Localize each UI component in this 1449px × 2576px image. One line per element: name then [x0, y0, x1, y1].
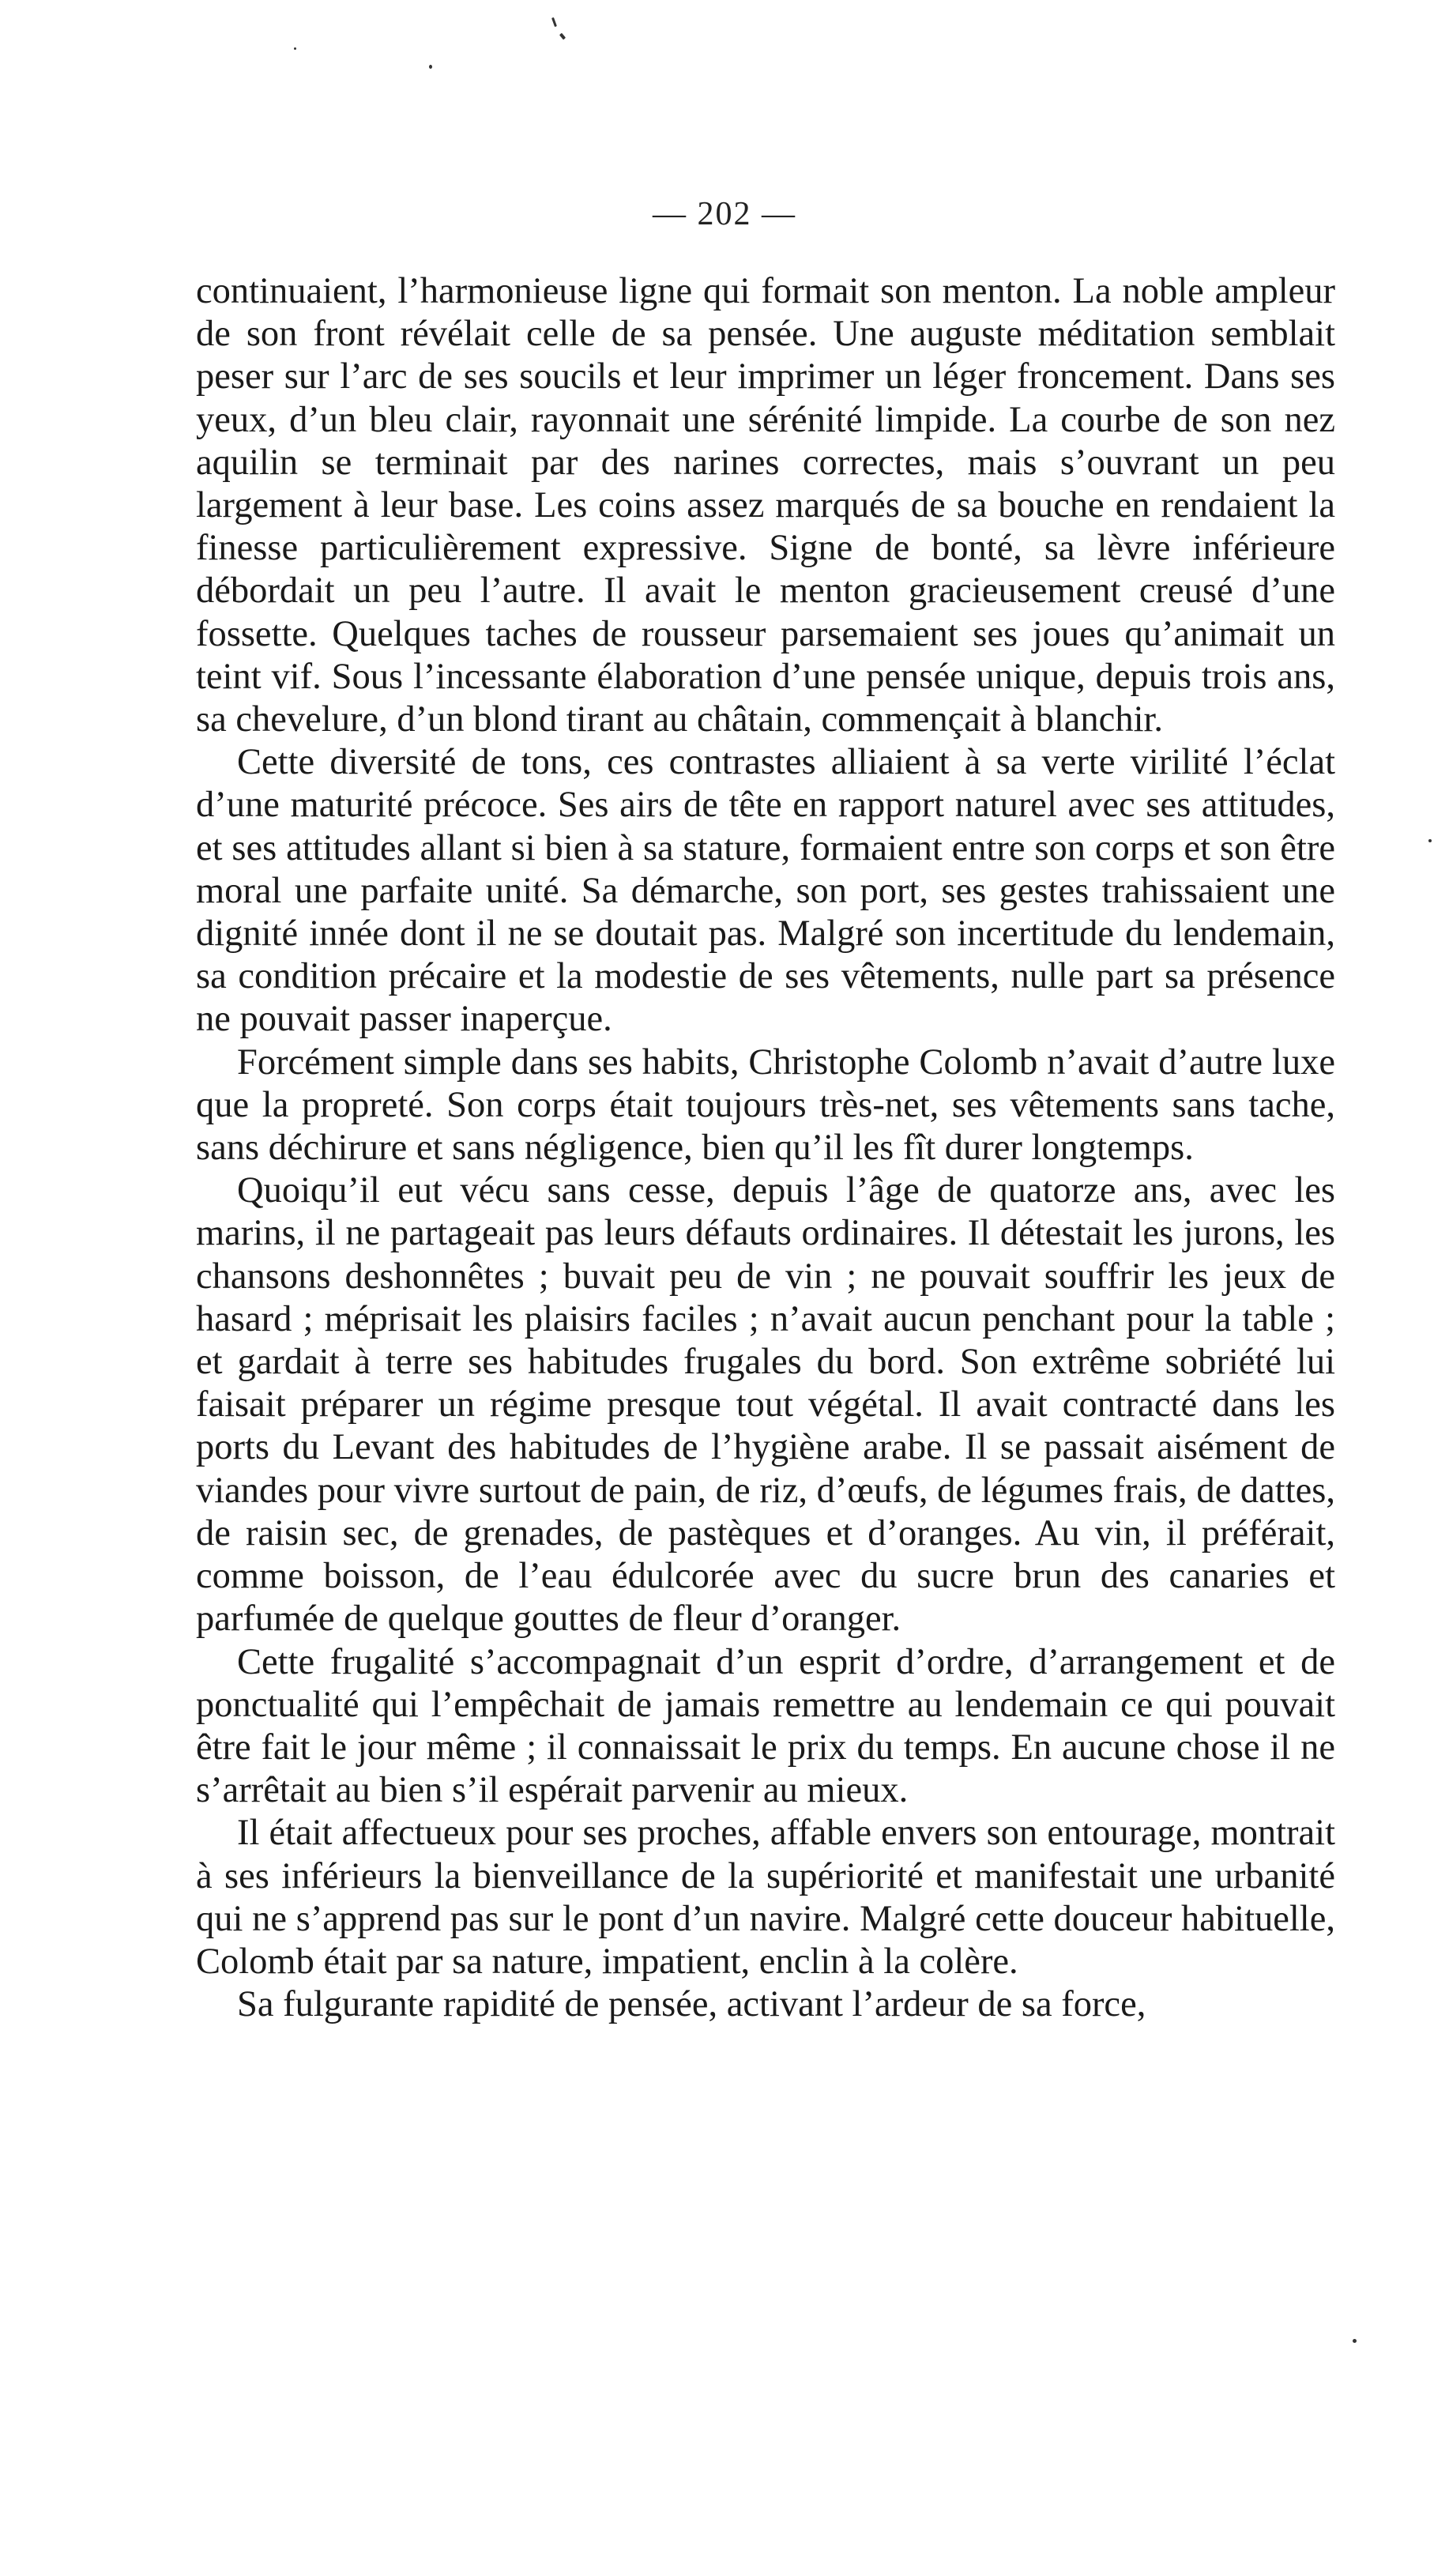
paragraph: Forcément simple dans ses habits, Christophe Colomb n’avait d’autre luxe que la propreté. Son corps était toujours très-net, ses vêtements sans tache, sans déchirure et sans négligence, bien qu’il les fît durer longtemps.	[196, 1041, 1335, 1169]
paragraph: Cette frugalité s’accompagnait d’un esprit d’ordre, d’arrangement et de ponctualité qui l’empêchait de jamais remettre au lendemain ce qui pouvait être fait le jour même ; il connaissait le prix du temps. En aucune chose il ne s’arrêtait au bien s’il espérait parvenir au mieux.	[196, 1641, 1335, 1811]
page-number: — 202 —	[653, 196, 796, 232]
body-text	[196, 270, 1335, 2026]
paragraph: continuaient, l’harmonieuse ligne qui formait son menton. La noble ampleur de son front révélait celle de sa pensée. Une auguste méditation semblait peser sur l’arc de ses soucils et leur imprimer un léger froncement. Dans ses yeux, d’un bleu clair, rayonnait une sérénité limpide. La courbe de son nez aquilin se terminait par des narines correctes, mais s’ouvrant un peu largement à leur base. Les coins assez marqués de sa bouche en rendaient la finesse particulièrement expressive. Signe de bonté, sa lèvre inférieure débordait un peu l’autre. Il avait le menton gracieusement creusé d’une fossette. Quelques taches de rousseur parsemaient ses joues qu’animait un teint vif. Sous l’incessante élaboration d’une pensée unique, depuis trois ans, sa chevelure, d’un blond tirant au châtain, commençait à blanchir.	[196, 271, 1335, 740]
paragraph: Il était affectueux pour ses proches, affable envers son entourage, montrait à ses inférieurs la bienveillance de la supériorité et manifestait une urbanité qui ne s’apprend pas sur le pont d’un navire. Malgré cette douceur habituelle, Colomb était par sa nature, impatient, enclin à la colère.	[196, 1813, 1335, 1982]
ink-speck	[559, 33, 566, 40]
paragraph: Sa fulgurante rapidité de pensée, activant l’ardeur de sa force,	[237, 1984, 1146, 2025]
ink-speck	[429, 65, 432, 69]
ink-speck	[1353, 2339, 1357, 2343]
ink-speck	[1428, 839, 1432, 842]
ink-speck	[551, 17, 557, 27]
ink-speck	[294, 47, 296, 50]
paragraph: Quoiqu’il eut vécu sans cesse, depuis l’âge de quatorze ans, avec les marins, il ne partageait pas leurs défauts ordinaires. Il détestait les jurons, les chansons deshonnêtes ; buvait peu de vin ; ne pouvait souffrir les jeux de hasard ; méprisait les plaisirs faciles ; n’avait aucun penchant pour la table ; et gardait à terre ses habitudes frugales du bord. Son extrême sobriété lui faisait préparer un régime presque tout végétal. Il avait contracté dans les ports du Levant des habitudes de l’hygiène arabe. Il se passait aisément de viandes pour vivre surtout de pain, de riz, d’œufs, de légumes frais, de dattes, de raisin sec, de grenades, de pastèques et d’oranges. Au vin, il préférait, comme boisson, de l’eau édulcorée avec du sucre brun des canaries et parfumée de quelque gouttes de fleur d’oranger.	[196, 1170, 1335, 1640]
paragraph: Cette diversité de tons, ces contrastes alliaient à sa verte virilité l’éclat d’une maturité précoce. Ses airs de tête en rapport naturel avec ses attitudes, et ses attitudes allant si bien à sa stature, formaient entre son corps et son être moral une parfaite unité. Sa démarche, son port, ses gestes trahissaient une dignité innée dont il ne se doutait pas. Malgré son incertitude du lendemain, sa condition précaire et la modestie de ses vêtements, nulle part sa présence ne pouvait passer inaperçue.	[196, 742, 1335, 1040]
